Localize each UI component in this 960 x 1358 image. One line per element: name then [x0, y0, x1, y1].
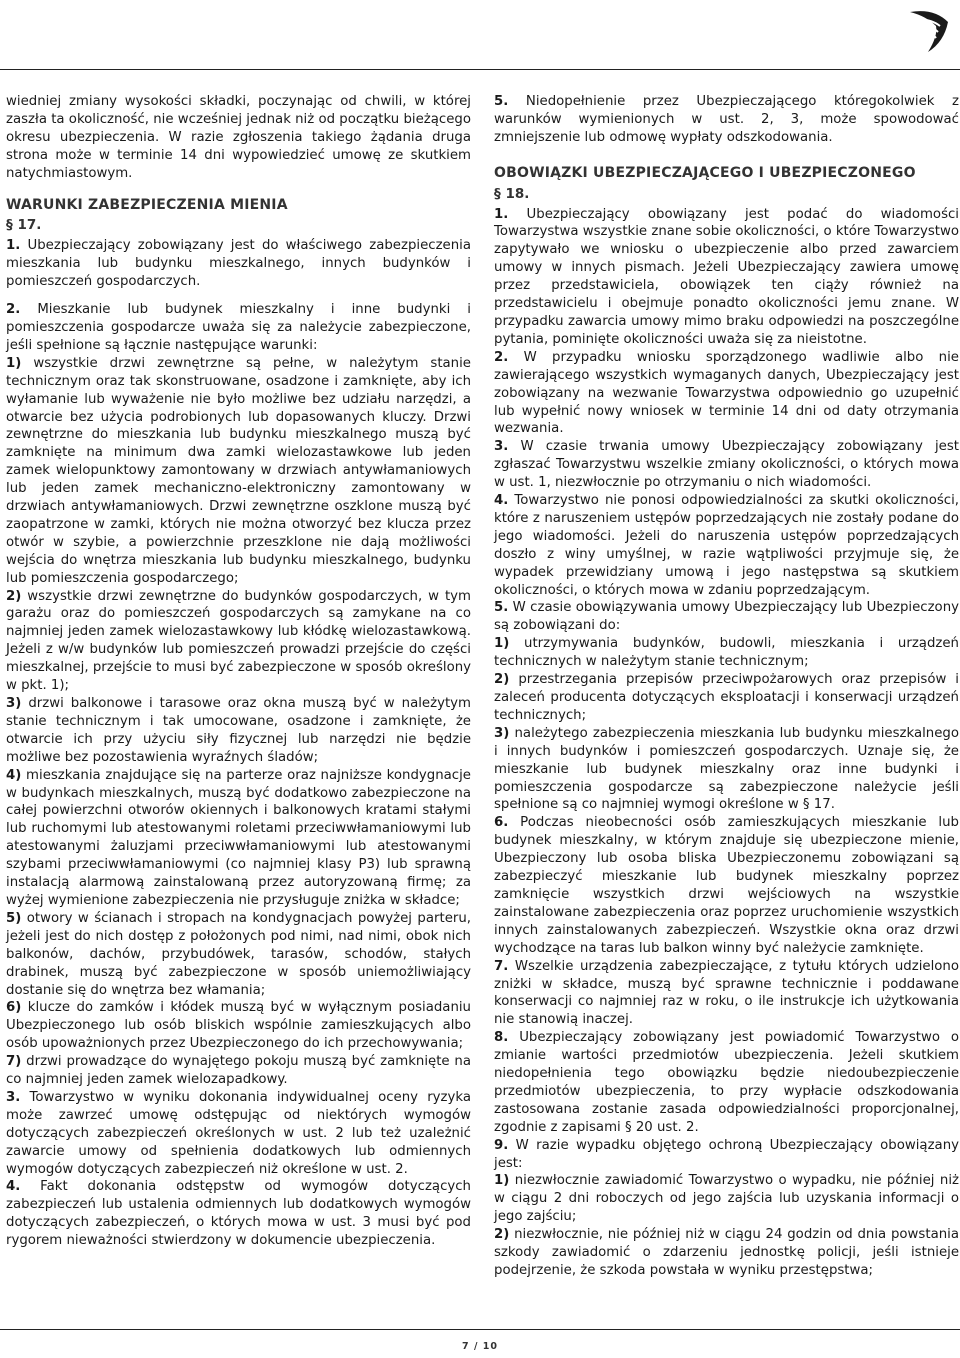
section-heading: OBOWIĄZKI UBEZPIECZAJĄCEGO I UBEZPIECZONEGO	[494, 164, 916, 181]
paragraph-7: 7. Wszelkie urządzenia zabezpieczające, z tytułu których udzielono zniżki w składce, muszą być sprawne technicznie i poddawane konserwacji co najmniej raz w roku, o ile instrukcje ich użytkowania nie stanowią inaczej.	[494, 958, 959, 1028]
paragraph-4: 4. Fakt dokonania odstępstw od wymogów dotyczących zabezpieczeń lub ustalenia odmiennych lub dodatkowych wymogów dotyczących zabezpieczeń, o których mowa w ust. 3 musi być pod rygorem nieważności stwierdzony w dokumencie ubezpieczenia.	[6, 1179, 471, 1249]
list-item: 3) drzwi balkonowe i tarasowe oraz okna muszą być w należytym stanie technicznym i tak umocowane, osadzone i zamknięte, że otwarcie ich przy użyciu siły fizycznej lub narzędzi nie będzie możliwe bez pozostawienia wyraźnych śladów;	[6, 696, 471, 765]
paragraph-2: 2. W przypadku wniosku sporządzonego wadliwie albo nie zawierającego wszystkich wymaganych danych, Ubezpieczający jest zobowiązany na wezwanie Towarzystwa odpowiednio go uzupełnić lub wypełnić nowy wniosek w terminie 14 dni od daty otrzymania wezwania.	[494, 349, 959, 437]
header-rule	[0, 69, 960, 70]
list-item: 1) niezwłocznie zawiadomić Towarzystwo o wypadku, nie później niż w ciągu 2 dni roboczych od jego zajścia lub uzyskania informacji o jego zajściu;	[494, 1173, 959, 1225]
paragraph-4: 4. Towarzystwo nie ponosi odpowiedzialności za skutki okoliczności, które z naruszeniem ustępów poprzedzających nie zostały podane do jego wiadomości. Jeżeli do naruszenia ustępów poprzedzających doszło z winy umyślnej, w razie wątpliwości przyjmuje się, że wypadek przewidziany umową i jego następstwa są skutkiem okoliczności, o których mowa w zdaniu poprzedzającym.	[494, 493, 959, 598]
list-item: 7) drzwi prowadzące do wynajętego pokoju muszą być zamknięte na co najmniej jeden zamek wielozapadkowy.	[6, 1054, 471, 1088]
section-heading: WARUNKI ZABEZPIECZENIA MIENIA	[6, 196, 288, 213]
section-number: § 18.	[494, 185, 530, 202]
paragraph-3: 3. W czasie trwania umowy Ubezpieczający zobowiązany jest zgłaszać Towarzystwu wszelkie zmiany okoliczności, o których mowa w ust. 1, niezwłocznie po otrzymaniu o nich wiadomości.	[494, 439, 959, 491]
list-item: 2) niezwłocznie, nie później niż w ciągu 24 godzin od dnia powstania szkody zawiadomić o zdarzeniu jednostkę policji, jeśli istnieje podejrzenie, że szkoda powstała w wyniku przestępstwa;	[494, 1227, 959, 1278]
list-item: 5) otwory w ścianach i stropach na kondygnacjach powyżej parteru, jeżeli jest do nich dostęp z położonych pod nimi, nad nimi, obok nich balkonów, dachów, przybudówek, tarasów, schodów, stałych drabinek, muszą być zabezpieczone w sposób uniemożliwiający dostanie się do wnętrza bez włamania;	[6, 910, 471, 998]
list-item: 3) należytego zabezpieczenia mieszkania lub budynku mieszkalnego i innych budynków i pomieszczeń gospodarczych. Uznaje się, że mieszkanie lub budynek mieszkalny oraz inne budynki i pomieszczenia gospodarcze są zabezpieczone należycie jeśli spełnione są co najmniej wymogi określone w § 17.	[494, 725, 959, 813]
paragraph-8: 8. Ubezpieczający zobowiązany jest powiadomić Towarzystwo o zmianie wartości przedmiotów ubezpieczenia. Jeżeli skutkiem niedopełnienia tego obowiązku będzie niedoubezpieczenie przedmiotów ubezpieczenia, to przy wypłacie odszkodowania zastosowana zostanie zasada odpowiedzialności proporcjonalnej, zgodnie z zapisami § 20 ust. 2.	[494, 1030, 959, 1135]
right-column	[494, 93, 959, 1280]
paragraph-1: 1. Ubezpieczający zobowiązany jest do właściwego zabezpieczenia mieszkania lub budynku mieszkalnego, innych budynków i pomieszczeń gospodarczych.	[6, 238, 471, 290]
paragraph-1: 1. Ubezpieczający obowiązany jest podać do wiadomości Towarzystwa wszystkie znane sobie okoliczności, o które Towarzystwo zapytywało we wniosku o ubezpieczenie albo przed zawarciem umowy w innych pismach. Jeżeli Ubezpieczający zawiera umowę przez przedstawiciela, obowiązek ten ciąży również na przedstawicielu i obejmuje ponadto okoliczności jemu znane. W przypadku zawarcia umowy mimo braku odpowiedzi na poszczególne pytania, pominięte okoliczności uważa się za nieistotne.	[494, 206, 959, 347]
intro-paragraph: wiedniej zmiany wysokości składki, poczynając od chwili, w której zaszła ta okoliczność, nie wcześniej jednak niż od początku bieżącego okresu ubezpieczenia. W razie zgłoszenia takiego żądania druga strona może w terminie 14 dni wypowiedzieć umowę ze skutkiem natychmiastowym.	[6, 94, 471, 181]
page-number: 7 / 10	[462, 1341, 498, 1352]
wing-logo-icon	[904, 6, 952, 54]
paragraph-5: 5. Niedopełnienie przez Ubezpieczającego któregokolwiek z warunków wymienionych w ust. 2, 3, może spowodować zmniejszenie lub odmowę wypłaty odszkodowania.	[494, 94, 959, 145]
paragraph-6: 6. Podczas nieobecności osób zamieszkujących mieszkanie lub budynek mieszkalny, w którym znajduje się ubezpieczone mienie, Ubezpieczony lub osoba bliska Ubezpieczonemu zobowiązani są zabezpieczyć mieszkanie lub budynek mieszkalny poprzez zamknięcie wszystkich drzwi wejściowych na wszystkie zainstalowane zabezpieczenia oraz poprzez uruchomienie wszystkich innych zainstalowanych zabezpieczeń. Wszystkie okna oraz drzwi wychodzące na taras lub balkon winny być należycie zamknięte.	[494, 815, 959, 956]
list-item: 2) przestrzegania przepisów przeciwpożarowych oraz przepisów i zaleceń producenta dotyczących eksploatacji i konserwacji urządzeń technicznych;	[494, 672, 959, 723]
list-item: 2) wszystkie drzwi zewnętrzne do budynków gospodarczych, w tym garażu oraz do pomieszczeń gospodarczych są zamykane na co najmniej jeden zamek wielozastawkowy lub kłódkę wielozastawkową. Jeżeli z w/w budynków lub pomieszczeń prowadzi przejście do części mieszkalnej, przejście to musi być zabezpieczone w sposób określony w pkt. 1);	[6, 588, 471, 694]
paragraph-5: 5. W czasie obowiązywania umowy Ubezpieczający lub Ubezpieczony są zobowiązani do:	[494, 600, 959, 634]
list-item: 6) klucze do zamków i kłódek muszą być w wyłącznym posiadaniu Ubezpieczonego lub osób bliskich wspólnie zamieszkujących albo osób upoważnionych przez Ubezpieczonego do ich przechowywania;	[6, 1000, 471, 1052]
footer-rule	[0, 1329, 960, 1330]
list-item: 4) mieszkania znajdujące się na parterze oraz najniższe kondygnacje w budynkach mieszkalnych, muszą być dodatkowo zabezpieczone na całej powierzchni otworów okiennych i balkonowych kratami stałymi lub ruchomymi lub atestowanymi roletami przeciwwłamaniowymi lub atestowanymi żaluzjami przeciwwłamaniowymi lub atestowanymi szybami przeciwwłamaniowymi (co najmniej klasy P3) lub sprawną instalacją alarmową zainstalowaną przez autoryzowaną firmę; za wyżej wymienione zabezpieczenia nie przysługuje zniżka w składce;	[6, 767, 471, 908]
section-number: § 17.	[6, 217, 42, 234]
paragraph-9: 9. W razie wypadku objętego ochroną Ubezpieczający obowiązany jest:	[494, 1137, 959, 1171]
left-column	[6, 93, 471, 1250]
paragraph-3: 3. Towarzystwo w wyniku dokonania indywidualnej oceny ryzyka może zawrzeć umowę odstępując od niektórych wymogów dotyczących zabezpieczeń określonych w ust. 2 lub też uzależnić zawarcie umowy od spełnienia dodatkowych lub odmiennych wymogów dotyczących zabezpieczeń niż określone w ust. 2.	[6, 1089, 471, 1177]
paragraph-2: 2. Mieszkanie lub budynek mieszkalny i inne budynki i pomieszczenia gospodarcze uważa się za należycie zabezpieczone, jeśli spełnione są łącznie następujące warunki:	[6, 302, 471, 353]
list-item: 1) wszystkie drzwi zewnętrzne są pełne, w należytym stanie technicznym oraz tak skonstruowane, osadzone i zamknięte, aby ich wyłamanie lub wyważenie nie było możliwe bez udziału narzędzi, a otwarcie bez użycia podrobionych lub dopasowanych kluczy. Drzwi zewnętrzne do mieszkania lub budynku mieszkalnego muszą być zamknięte na minimum dwa zamki wielozastawkowe lub jeden zamek wielopunktowy zamontowany w drzwiach antywłamaniowych lub jeden zamek mechaniczno-elektroniczny zamontowany w drzwiach antywłamaniowych. Drzwi zewnętrzne oszklone muszą być zaopatrzone w zamki, których nie można otworzyć bez klucza przez otwór w szybie, a powierzchnie przeszklone nie dają możliwości wejścia do wnętrza mieszkania lub budynku mieszkalnego, budynku lub pomieszczenia gospodarczego;	[6, 355, 471, 586]
list-item: 1) utrzymywania budynków, budowli, mieszkania i urządzeń technicznych w należytym stanie technicznym;	[494, 636, 959, 670]
